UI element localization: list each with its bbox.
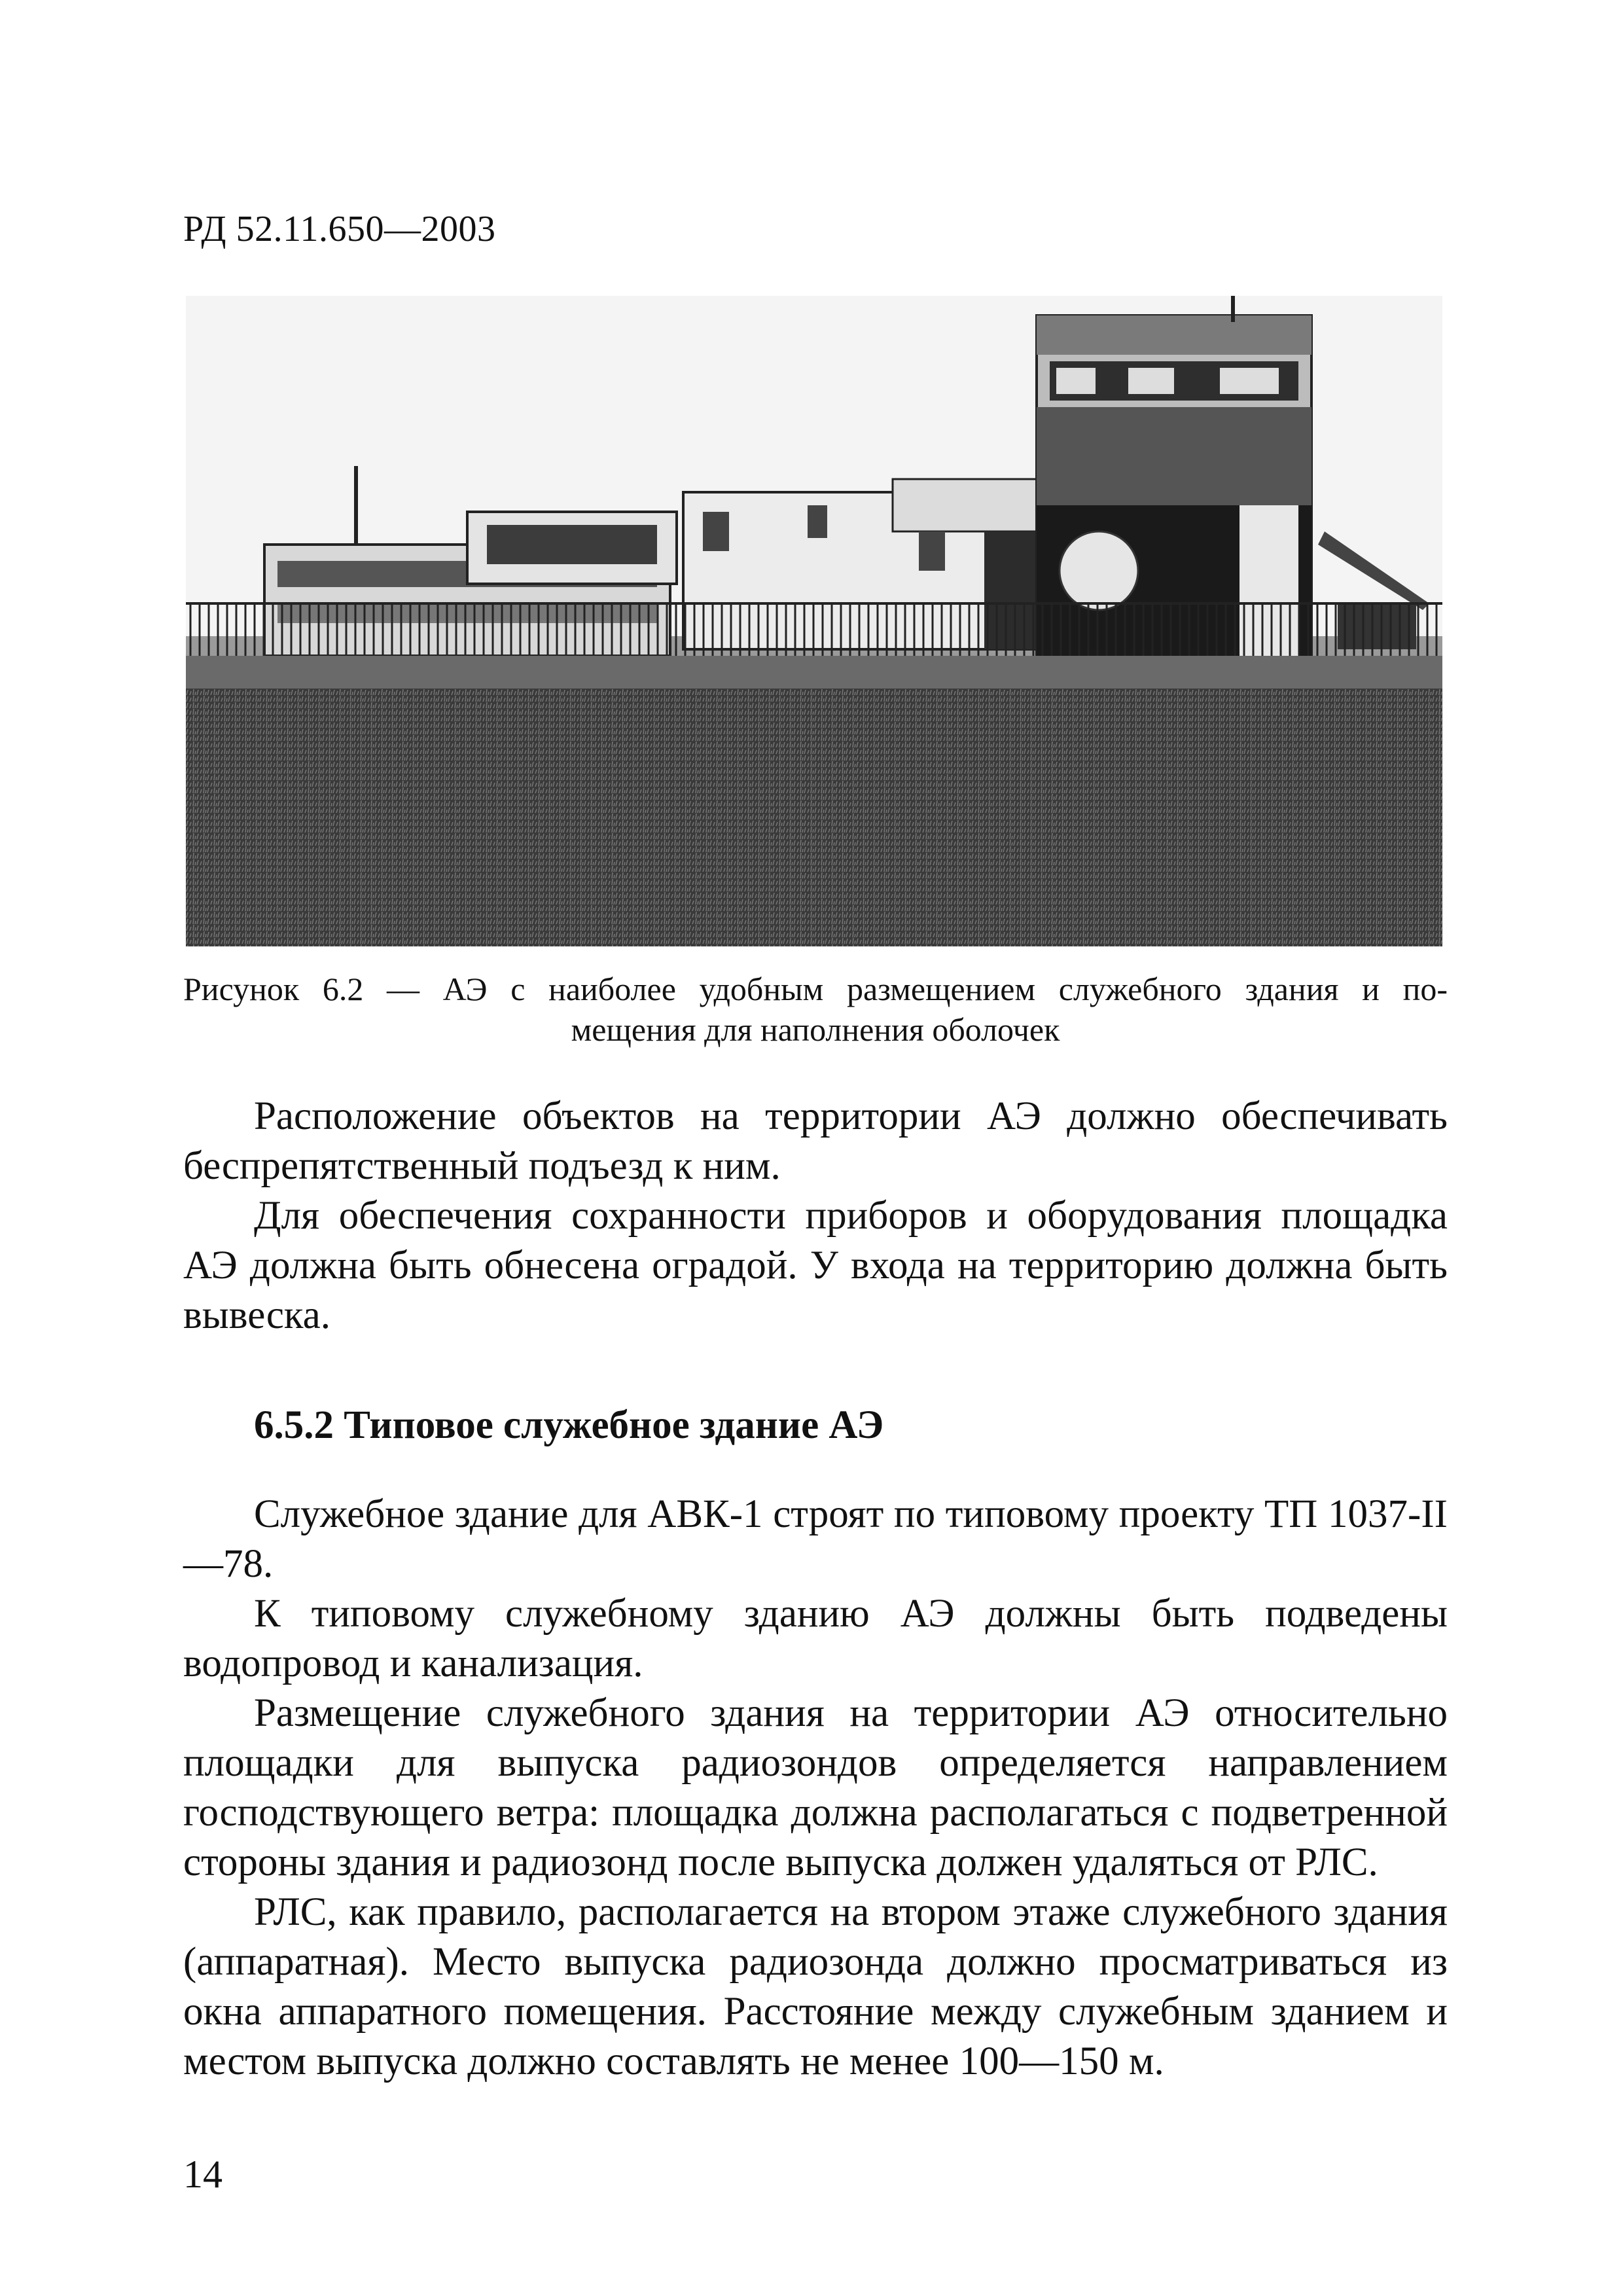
- figure-photo: [186, 296, 1442, 946]
- paragraph: К типовому служебному зданию АЭ должны быть подведены водопровод и канализация.: [183, 1592, 1448, 1685]
- figure-caption-line-1: Рисунок 6.2 — АЭ с наиболее удобным размещением служебного здания и по-: [183, 971, 1448, 1007]
- document-header: РД 52.11.650—2003: [183, 209, 496, 249]
- paragraph: РЛС, как правило, располагается на втором этаже служебного здания (аппаратная). Место выпуска радиозонда должно просматриваться из окна аппаратного помещения. Расстояние между служебным зданием и местом выпуска должно составлять не менее 100—150 м.: [183, 1890, 1448, 2083]
- paragraph: Для обеспечения сохранности приборов и оборудования площадка АЭ должна быть обнесена оградой. У входа на территорию должна быть вывеска.: [183, 1194, 1448, 1337]
- figure-caption-line-2: мещения для наполнения оболочек: [571, 1011, 1060, 1048]
- document-body: [183, 1092, 1448, 2087]
- paragraph: Размещение служебного здания на территории АЭ относительно площадки для выпуска радиозондов определяется направлением господствующего ветра: площадка должна располагаться с подветренной стороны здания и радиозонд после выпуска должен удаляться от РЛС.: [183, 1691, 1448, 1884]
- section-heading: 6.5.2 Типовое служебное здание АЭ: [254, 1403, 884, 1447]
- figure-caption: [183, 969, 1448, 1050]
- paragraph: Служебное здание для АВК-1 строят по типовому проекту ТП 1037-II—78.: [183, 1492, 1448, 1586]
- paragraph: Расположение объектов на территории АЭ должно обеспечивать беспрепятственный подъезд к ним.: [183, 1094, 1448, 1188]
- page-number: 14: [183, 2153, 223, 2196]
